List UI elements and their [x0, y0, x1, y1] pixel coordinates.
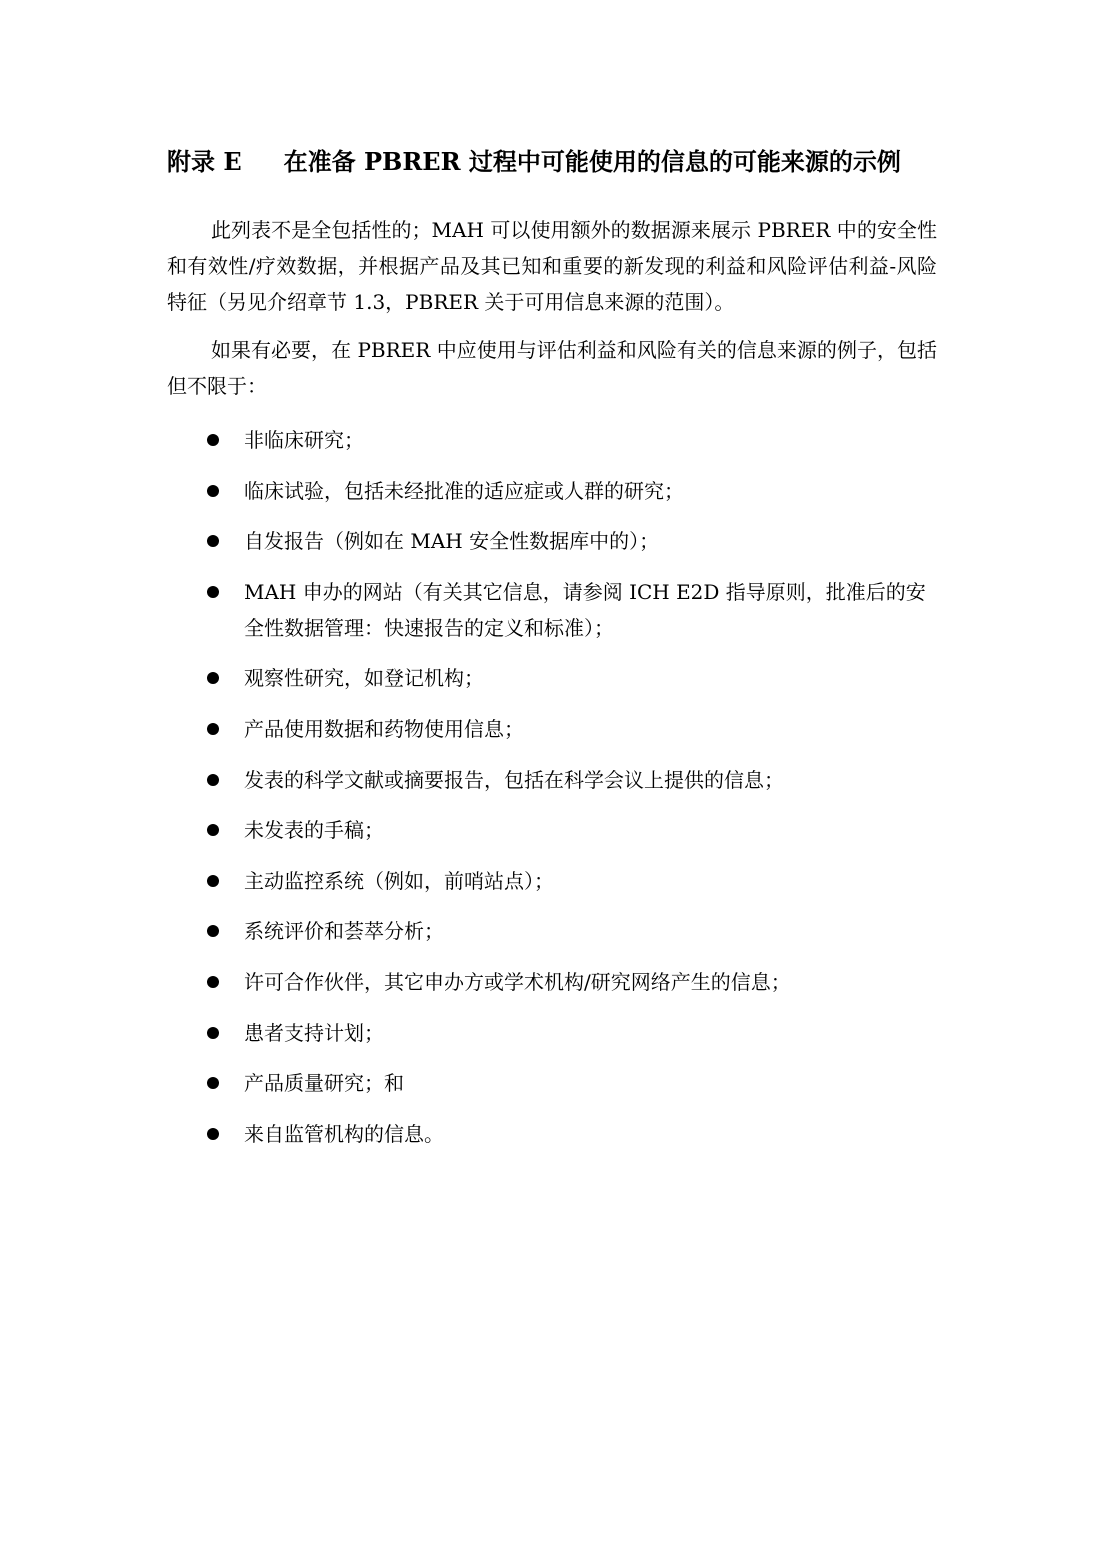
- bullet-icon: [207, 976, 219, 988]
- list-item: [167, 660, 937, 696]
- bullet-icon: [207, 586, 219, 598]
- list-item-text: 许可合作伙伴，其它申办方或学术机构/研究网络产生的信息；: [244, 969, 791, 994]
- bullet-icon: [207, 875, 219, 887]
- list-item-text: 临床试验，包括未经批准的适应症或人群的研究；: [244, 478, 684, 503]
- list-item-text: 非临床研究；: [244, 428, 364, 452]
- sources-paragraph: 如果有必要，在 PBRER 中应使用与评估利益和风险有关的信息来源的例子，包括但不限于：: [167, 338, 937, 398]
- list-item: [167, 574, 937, 646]
- bullet-icon: [207, 824, 219, 836]
- bullet-icon: [207, 485, 219, 497]
- list-item: [167, 422, 937, 458]
- list-item-text: 发表的科学文献或摘要报告，包括在科学会议上提供的信息；: [244, 767, 784, 792]
- list-item-text: 自发报告（例如在 MAH 安全性数据库中的）；: [244, 529, 660, 554]
- list-item: [167, 812, 937, 848]
- list-item-text: 观察性研究，如登记机构；: [244, 666, 484, 691]
- bullet-icon: [207, 1027, 219, 1039]
- bullet-icon: [207, 434, 219, 446]
- list-item: [167, 1015, 937, 1051]
- list-item: [167, 1065, 937, 1101]
- list-item: [167, 964, 937, 1000]
- bullet-icon: [207, 672, 219, 684]
- intro-paragraph: 此列表不是全包括性的；MAH 可以使用额外的数据源来展示 PBRER 中的安全性和有效性/疗效数据，并根据产品及其已知和重要的新发现的利益和风险评估利益-风险特征（另见介绍章节 1.3，PBRER 关于可用信息来源的范围）。: [167, 218, 937, 314]
- list-item-text: 未发表的手稿；: [244, 818, 384, 843]
- list-item: [167, 711, 937, 747]
- appendix-label: 附录 E: [167, 147, 242, 176]
- bullet-icon: [207, 925, 219, 937]
- list-item: [167, 762, 937, 798]
- list-item: [167, 523, 937, 559]
- list-item-text: MAH 申办的网站（有关其它信息，请参阅 ICH E2D 指导原则，批准后的安全性数据管理：快速报告的定义和标准）；: [244, 579, 926, 640]
- appendix-heading: [167, 140, 937, 184]
- bullet-icon: [207, 723, 219, 735]
- list-item: [167, 913, 937, 949]
- appendix-title: 在准备 PBRER 过程中可能使用的信息的可能来源的示例: [283, 147, 901, 176]
- bullet-icon: [207, 1128, 219, 1140]
- list-item-text: 产品质量研究；和: [244, 1071, 404, 1096]
- list-item: [167, 473, 937, 509]
- bullet-icon: [207, 1077, 219, 1089]
- list-item-text: 系统评价和荟萃分析；: [244, 919, 444, 944]
- document-page: [167, 140, 937, 1166]
- source-list: [167, 422, 937, 1152]
- list-item-text: 来自监管机构的信息。: [244, 1121, 444, 1146]
- list-item-text: 产品使用数据和药物使用信息；: [244, 716, 524, 741]
- list-item: [167, 863, 937, 899]
- list-item: [167, 1116, 937, 1152]
- bullet-icon: [207, 535, 219, 547]
- bullet-icon: [207, 774, 219, 786]
- list-item-text: 患者支持计划；: [244, 1020, 384, 1045]
- list-item-text: 主动监控系统（例如，前哨站点）；: [244, 868, 554, 893]
